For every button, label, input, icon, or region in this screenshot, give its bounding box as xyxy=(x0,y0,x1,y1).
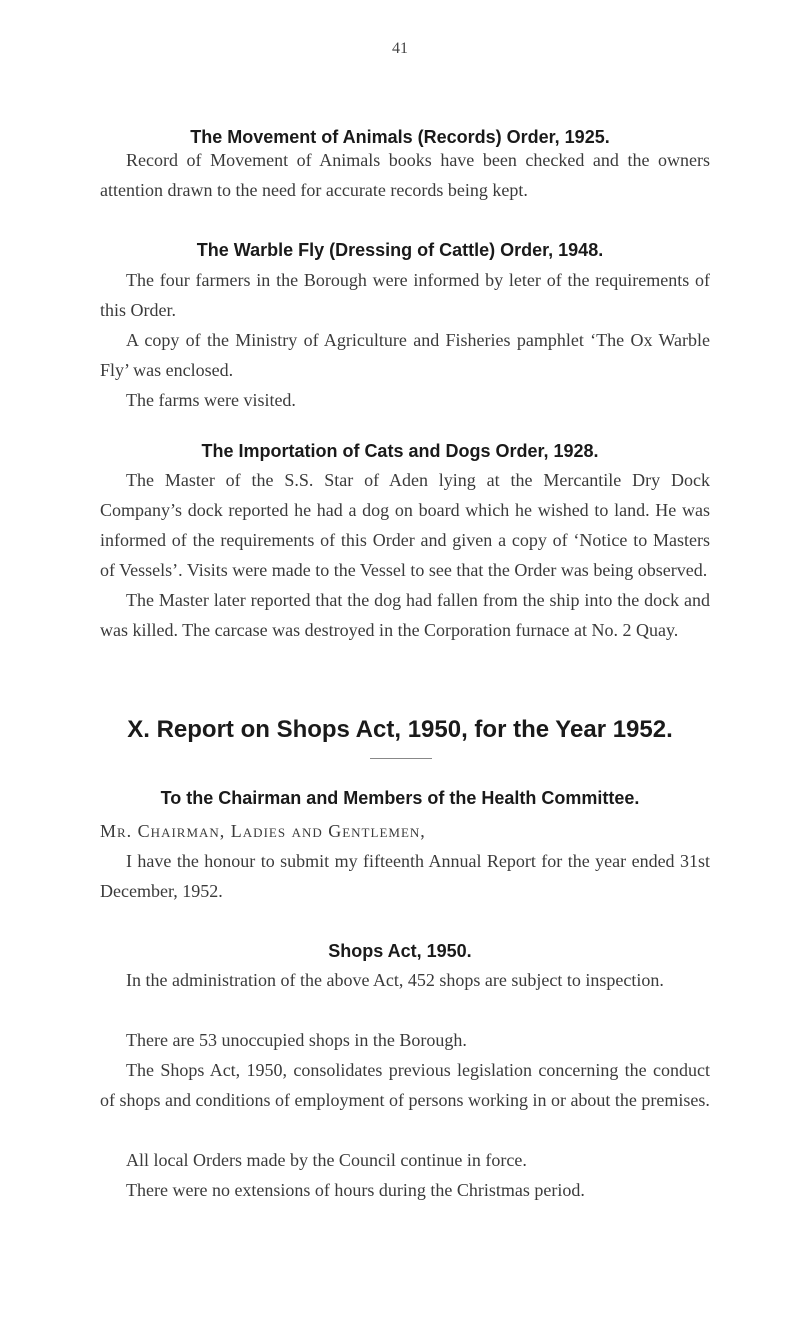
section-heading-movement-of-animals: The Movement of Animals (Records) Order, 1925. xyxy=(190,127,610,147)
shops-paragraph-2: There are 53 unoccupied shops in the Borough. xyxy=(126,1030,467,1050)
report-title: X. Report on Shops Act, 1950, for the Year 1952. xyxy=(127,716,673,743)
address-paragraph: I have the honour to submit my fifteenth Annual Report for the year ended 31st December, 1952. xyxy=(100,851,710,901)
shops-paragraph-1: In the administration of the above Act, 452 shops are subject to inspection. xyxy=(126,970,664,990)
shops-paragraph-5: There were no extensions of hours during the Christmas period. xyxy=(126,1180,585,1200)
section-heading-cats-and-dogs: The Importation of Cats and Dogs Order, 1928. xyxy=(201,441,599,461)
section-heading-shops-act: Shops Act, 1950. xyxy=(328,941,472,961)
salutation: Mr. Chairman, Ladies and Gentlemen, xyxy=(100,821,426,841)
warble-paragraph-2: A copy of the Ministry of Agriculture and Fisheries pamphlet ‘The Ox Warble Fly’ was enclosed. xyxy=(100,330,710,380)
warble-paragraph-3: The farms were visited. xyxy=(126,390,296,410)
address-heading: To the Chairman and Members of the Health Committee. xyxy=(160,788,640,808)
cats-dogs-paragraph-2: The Master later reported that the dog had fallen from the ship into the dock and was killed. The carcase was destroyed in the Corporation furnace at No. 2 Quay. xyxy=(100,590,710,640)
warble-paragraph-1: The four farmers in the Borough were informed by leter of the requirements of this Order. xyxy=(100,270,710,320)
page-number: 41 xyxy=(392,40,408,57)
cats-dogs-paragraph-1: The Master of the S.S. Star of Aden lying at the Mercantile Dry Dock Company’s dock reported he had a dog on board which he wished to land. He was informed of the requirements of this Order and given a copy of ‘Notice to Masters of Vessels’. Visits were made to the Vessel to see that the Order was being observed. xyxy=(100,470,710,580)
divider-line xyxy=(370,758,432,759)
section-heading-warble-fly: The Warble Fly (Dressing of Cattle) Order, 1948. xyxy=(196,240,604,260)
shops-paragraph-4: All local Orders made by the Council continue in force. xyxy=(126,1150,527,1170)
movement-paragraph: Record of Movement of Animals books have been checked and the owners attention drawn to the need for accurate records being kept. xyxy=(100,150,710,200)
shops-paragraph-3: The Shops Act, 1950, consolidates previous legislation concerning the conduct of shops and conditions of employment of persons working in or about the premises. xyxy=(100,1060,710,1110)
